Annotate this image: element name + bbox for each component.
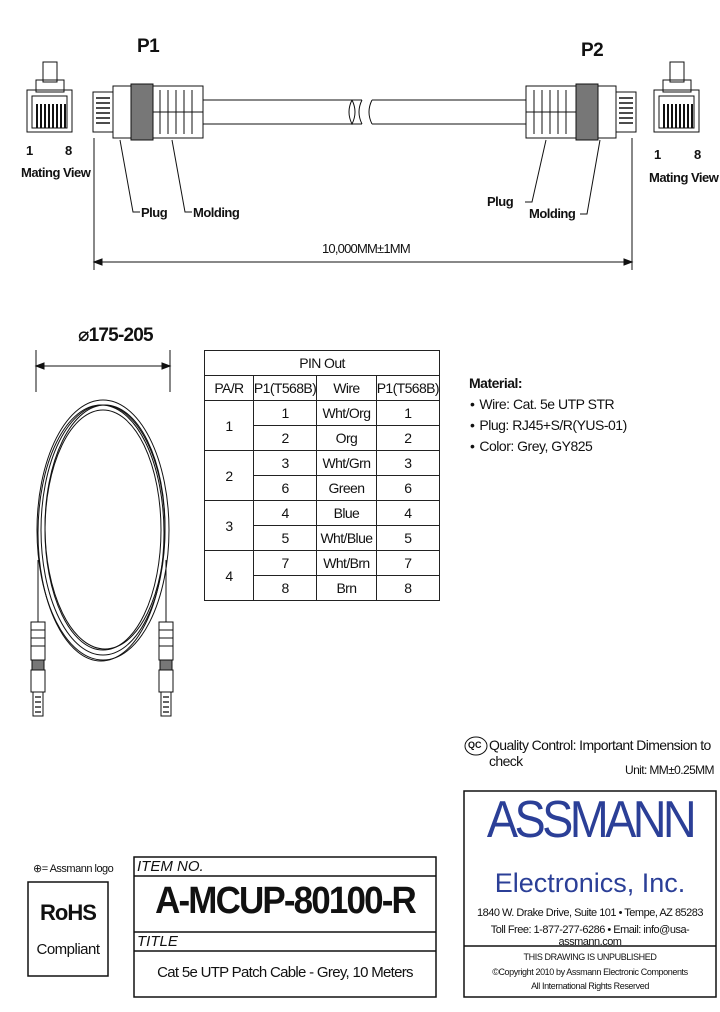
material-item: • Plug: RJ45+S/R(YUS-01) bbox=[481, 415, 627, 436]
pin-cell: 8 bbox=[253, 576, 316, 601]
pin-cell: 6 bbox=[376, 476, 439, 501]
mating-view-right-icon bbox=[654, 62, 699, 132]
p2-label: P2 bbox=[581, 40, 604, 61]
pair-cell: 2 bbox=[205, 451, 254, 501]
unit-text: Unit: MM±0.25MM bbox=[625, 763, 714, 777]
right-molding-shape bbox=[526, 84, 598, 140]
company-contact: Toll Free: 1-877-277-6286 • Email: info@usa-assmann.com bbox=[490, 924, 690, 948]
pin-out-table bbox=[204, 350, 440, 601]
company-subname: Electronics, Inc. bbox=[494, 868, 686, 898]
pin-table-header: PA/R bbox=[205, 376, 254, 401]
pin-cell: 6 bbox=[253, 476, 316, 501]
pin-cell: 4 bbox=[376, 501, 439, 526]
pin-cell: 7 bbox=[376, 551, 439, 576]
qc-symbol-text: QC bbox=[468, 740, 482, 750]
material-heading: Material: bbox=[469, 375, 523, 391]
pair-cell: 4 bbox=[205, 551, 254, 601]
pin-left-1: 1 bbox=[26, 143, 33, 158]
pair-cell: 1 bbox=[205, 401, 254, 451]
wire-cell: Green bbox=[317, 476, 376, 501]
pin-cell: 7 bbox=[253, 551, 316, 576]
notice-unpublished: THIS DRAWING IS UNPUBLISHED bbox=[523, 952, 657, 962]
length-dimension-label: 10,000MM±1MM bbox=[322, 241, 410, 256]
p1-label: P1 bbox=[137, 36, 160, 57]
pin-cell: 3 bbox=[253, 451, 316, 476]
pin-table-header: Wire bbox=[317, 376, 376, 401]
coiled-cable-illustration bbox=[31, 350, 173, 716]
mating-view-left-icon bbox=[27, 62, 72, 132]
notice-copyright: ©Copyright 2010 by Assmann Electronic Components bbox=[492, 967, 688, 977]
pin-right-8: 8 bbox=[694, 147, 701, 162]
wire-cell: Brn bbox=[317, 576, 376, 601]
right-plug-shape bbox=[598, 86, 636, 138]
qc-text: Quality Control: Important Dimension to check bbox=[489, 737, 711, 769]
pin-left-8: 8 bbox=[65, 143, 72, 158]
leader-lines bbox=[120, 140, 600, 214]
notice-rights: All International Rights Reserved bbox=[531, 981, 649, 991]
wire-cell: Wht/Org bbox=[317, 401, 376, 426]
left-plug-shape bbox=[93, 86, 131, 138]
molding-left-label: Molding bbox=[193, 205, 240, 220]
logo-note: ⊕= Assmann logo bbox=[33, 863, 114, 875]
wire-cell: Wht/Grn bbox=[317, 451, 376, 476]
material-section bbox=[469, 373, 627, 457]
plug-right-label: Plug bbox=[487, 194, 514, 209]
pin-table-title: PIN Out bbox=[205, 351, 440, 376]
product-title: Cat 5e UTP Patch Cable - Grey, 10 Meters bbox=[157, 964, 413, 981]
wire-cell: Org bbox=[317, 426, 376, 451]
wire-cell: Wht/Blue bbox=[317, 526, 376, 551]
molding-right-label: Molding bbox=[529, 206, 576, 221]
material-item: • Color: Grey, GY825 bbox=[481, 436, 627, 457]
left-molding-shape bbox=[131, 84, 203, 140]
rohs-label: RoHS bbox=[40, 900, 96, 925]
wire-cell: Wht/Brn bbox=[317, 551, 376, 576]
company-address: 1840 W. Drake Drive, Suite 101 • Tempe, AZ 85283 bbox=[476, 907, 704, 919]
title-label: TITLE bbox=[137, 933, 178, 950]
pin-cell: 5 bbox=[253, 526, 316, 551]
coil-diameter-label: ⌀175-205 bbox=[78, 325, 153, 346]
pair-cell: 3 bbox=[205, 501, 254, 551]
pin-cell: 5 bbox=[376, 526, 439, 551]
pin-cell: 3 bbox=[376, 451, 439, 476]
pin-cell: 2 bbox=[253, 426, 316, 451]
material-item: • Wire: Cat. 5e UTP STR bbox=[481, 394, 627, 415]
pin-cell: 1 bbox=[253, 401, 316, 426]
cable-body bbox=[203, 100, 526, 124]
pin-cell: 8 bbox=[376, 576, 439, 601]
mating-view-right-label: Mating View bbox=[649, 170, 719, 185]
item-number: A-MCUP-80100-R bbox=[155, 880, 415, 922]
pin-table-header: P1(T568B) bbox=[253, 376, 316, 401]
rohs-compliant-label: Compliant bbox=[36, 941, 100, 958]
pin-right-1: 1 bbox=[654, 147, 661, 162]
pin-table-header: P1(T568B) bbox=[376, 376, 439, 401]
pin-cell: 4 bbox=[253, 501, 316, 526]
company-logo: ASSMANN bbox=[486, 791, 694, 849]
pin-cell: 1 bbox=[376, 401, 439, 426]
wire-cell: Blue bbox=[317, 501, 376, 526]
mating-view-left-label: Mating View bbox=[21, 165, 91, 180]
item-no-label: ITEM NO. bbox=[137, 858, 204, 875]
plug-left-label: Plug bbox=[141, 205, 168, 220]
pin-cell: 2 bbox=[376, 426, 439, 451]
